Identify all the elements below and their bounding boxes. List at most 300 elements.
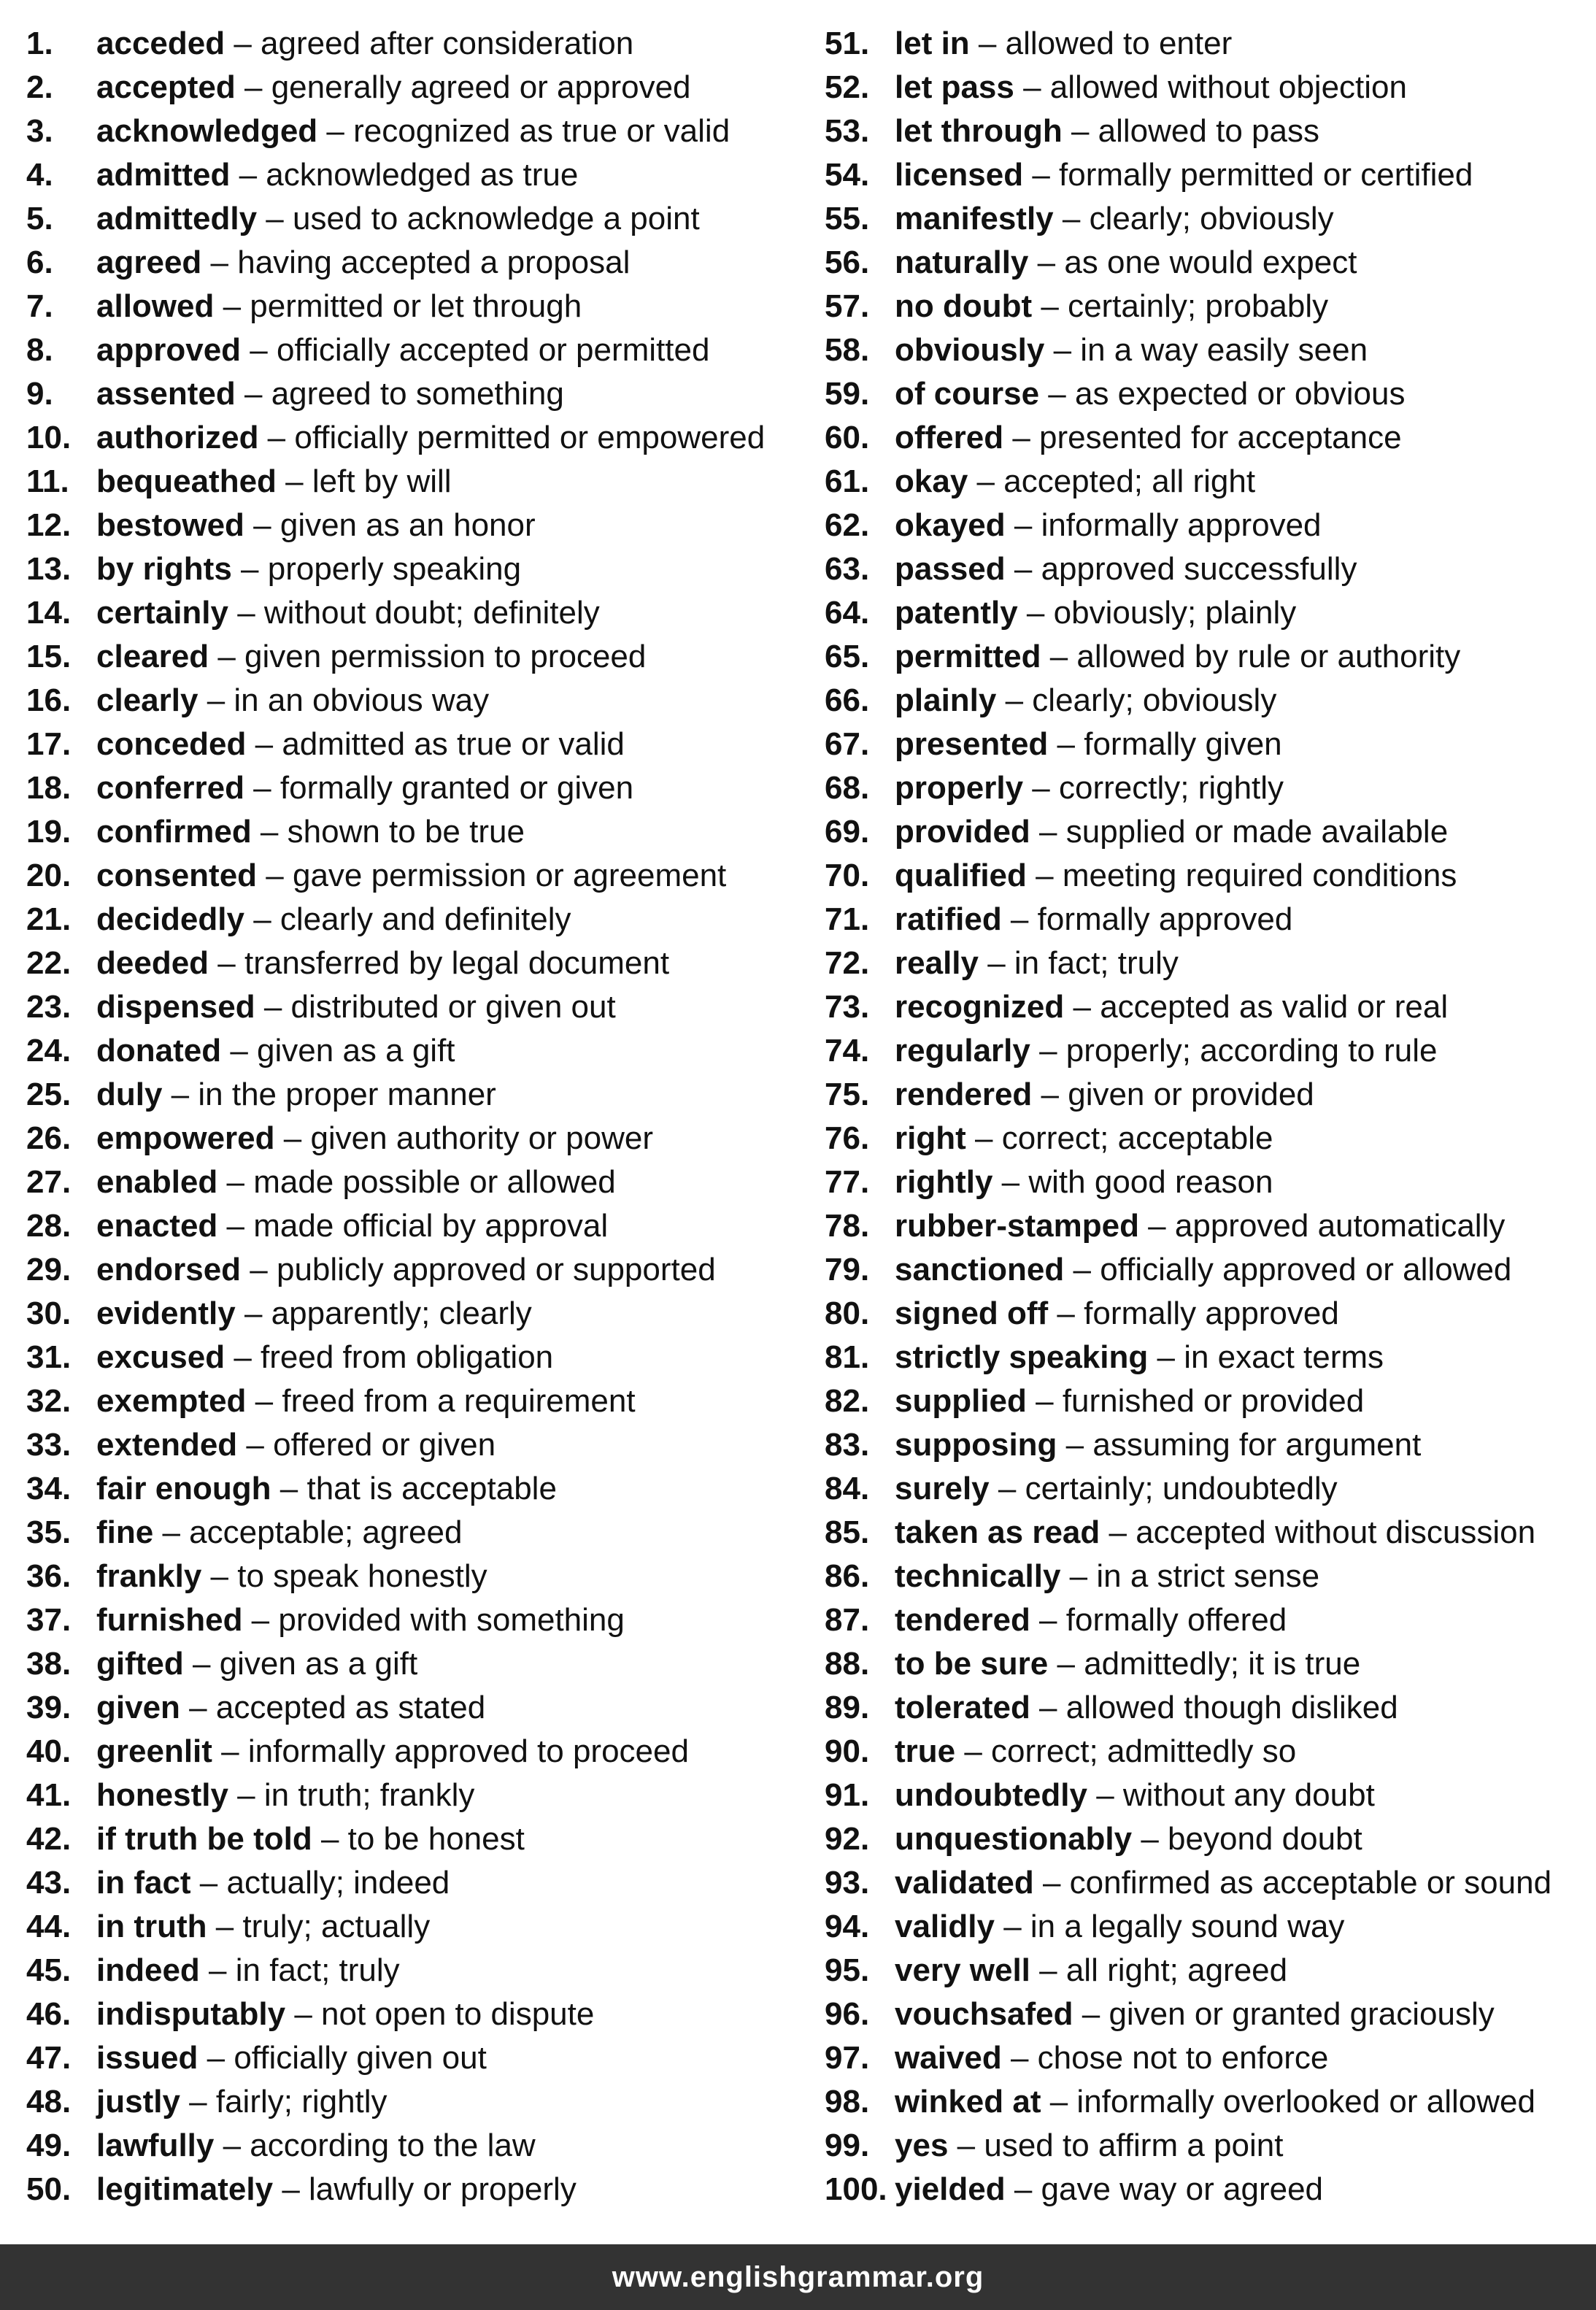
item-separator: – (162, 1077, 198, 1112)
item-definition: fairly; rightly (215, 2084, 388, 2120)
item-number: 19. (26, 814, 72, 850)
item-number: 57. (825, 288, 870, 324)
item-separator: – (969, 26, 1006, 61)
item-number: 48. (26, 2084, 72, 2120)
item-definition: confirmed as acceptable or sound (1069, 1865, 1552, 1901)
item-term: supplied (895, 1383, 1027, 1419)
item-separator: – (212, 1733, 248, 1769)
item-separator: – (1030, 1602, 1066, 1638)
item-number: 46. (26, 1996, 72, 2032)
list-item (26, 1423, 800, 1467)
item-separator: – (994, 1909, 1030, 1944)
item-term: admitted (96, 157, 231, 193)
list-item (26, 197, 800, 241)
item-term: donated (96, 1033, 222, 1069)
item-separator: – (968, 463, 1004, 499)
item-term: validated (895, 1865, 1034, 1901)
item-term: yes (895, 2128, 949, 2163)
item-term: unquestionably (895, 1821, 1133, 1857)
item-term: furnished (96, 1602, 243, 1638)
item-definition: used to acknowledge a point (292, 201, 700, 236)
item-term: yielded (895, 2171, 1006, 2207)
item-separator: – (1001, 901, 1038, 937)
item-separator: – (230, 157, 266, 193)
item-term: extended (96, 1427, 238, 1463)
item-definition: officially given out (234, 2040, 487, 2076)
item-separator: – (199, 1952, 236, 1988)
item-number: 52. (825, 69, 870, 105)
list-item (26, 1905, 800, 1949)
item-separator: – (244, 901, 280, 937)
item-number: 85. (825, 1514, 870, 1550)
item-separator: – (1041, 2084, 1077, 2120)
item-definition: accepted; all right (1003, 463, 1256, 499)
item-number: 92. (825, 1821, 870, 1857)
item-separator: – (1148, 1339, 1184, 1375)
item-number: 6. (26, 245, 53, 280)
item-term: duly (96, 1077, 163, 1112)
item-number: 4. (26, 157, 53, 193)
item-definition: accepted without discussion (1136, 1514, 1536, 1550)
item-definition: certainly; undoubtedly (1025, 1471, 1338, 1506)
item-definition: officially accepted or permitted (276, 332, 710, 368)
item-number: 82. (825, 1383, 870, 1419)
item-definition: given as a gift (219, 1646, 418, 1682)
item-term: indisputably (96, 1996, 286, 2032)
item-number: 43. (26, 1865, 72, 1901)
list-item (26, 2168, 800, 2211)
item-number: 39. (26, 1690, 72, 1725)
item-separator: – (258, 420, 295, 455)
item-number: 44. (26, 1909, 72, 1944)
item-term: presented (895, 726, 1049, 762)
item-separator: – (1044, 332, 1081, 368)
item-separator: – (989, 1471, 1025, 1506)
item-separator: – (190, 1865, 227, 1901)
item-term: winked at (895, 2084, 1041, 2120)
item-definition: to be honest (347, 1821, 525, 1857)
item-separator: – (1005, 551, 1041, 587)
item-term: offered (895, 420, 1004, 455)
item-term: very well (895, 1952, 1030, 1988)
list-item (26, 547, 800, 591)
list-item (825, 1160, 1596, 1204)
list-item (825, 1598, 1596, 1642)
item-separator: – (1033, 1865, 1070, 1901)
list-item (26, 1511, 800, 1555)
list-item (825, 942, 1596, 985)
list-item (26, 1774, 800, 1817)
list-item (825, 766, 1596, 810)
item-number: 94. (825, 1909, 870, 1944)
item-definition: as one would expect (1064, 245, 1357, 280)
item-term: indeed (96, 1952, 200, 1988)
item-number: 35. (26, 1514, 72, 1550)
item-separator: – (231, 551, 268, 587)
item-number: 62. (825, 507, 870, 543)
item-term: really (895, 945, 979, 981)
item-term: surely (895, 1471, 990, 1506)
item-term: endorsed (96, 1252, 242, 1287)
list-item (825, 22, 1596, 66)
item-definition: chose not to enforce (1037, 2040, 1329, 2076)
item-definition: publicly approved or supported (276, 1252, 716, 1287)
item-number: 42. (26, 1821, 72, 1857)
list-item (26, 153, 800, 197)
item-term: true (895, 1733, 956, 1769)
list-item (825, 2168, 1596, 2211)
item-term: fair enough (96, 1471, 271, 1506)
item-term: tolerated (895, 1690, 1030, 1725)
item-term: bequeathed (96, 463, 277, 499)
item-number: 31. (26, 1339, 72, 1375)
item-separator: – (201, 1558, 238, 1594)
item-separator: – (183, 1646, 220, 1682)
item-term: in truth (96, 1909, 207, 1944)
item-separator: – (153, 1514, 190, 1550)
item-separator: – (1057, 1427, 1093, 1463)
item-definition: in an obvious way (234, 682, 490, 718)
item-term: confirmed (96, 814, 252, 850)
list-item (26, 985, 800, 1029)
item-term: regularly (895, 1033, 1030, 1069)
item-definition: with good reason (1028, 1164, 1273, 1200)
item-term: rubber-stamped (895, 1208, 1139, 1244)
list-item (825, 591, 1596, 635)
item-term: legitimately (96, 2171, 274, 2207)
list-item (825, 1949, 1596, 1993)
item-definition: approved successfully (1041, 551, 1357, 587)
item-number: 77. (825, 1164, 870, 1200)
list-item (825, 1336, 1596, 1379)
item-definition: gave permission or agreement (292, 858, 727, 893)
item-separator: – (996, 682, 1033, 718)
item-separator: – (948, 2128, 984, 2163)
list-item (825, 1423, 1596, 1467)
item-definition: properly; according to rule (1065, 1033, 1438, 1069)
list-item (825, 2080, 1596, 2124)
item-number: 25. (26, 1077, 72, 1112)
item-separator: – (246, 726, 282, 762)
item-separator: – (235, 69, 271, 105)
item-number: 9. (26, 376, 53, 412)
item-term: taken as read (895, 1514, 1100, 1550)
item-definition: given as a gift (257, 1033, 455, 1069)
item-definition: informally overlooked or allowed (1076, 2084, 1535, 2120)
item-definition: made possible or allowed (253, 1164, 616, 1200)
list-item (825, 1642, 1596, 1686)
item-definition: formally granted or given (280, 770, 634, 806)
item-separator: – (1062, 113, 1098, 149)
list-item (825, 1817, 1596, 1861)
list-item (26, 810, 800, 854)
item-number: 98. (825, 2084, 870, 2120)
item-term: acceded (96, 26, 225, 61)
list-item (825, 197, 1596, 241)
item-term: okay (895, 463, 968, 499)
item-term: by rights (96, 551, 232, 587)
item-number: 33. (26, 1427, 72, 1463)
item-separator: – (244, 507, 280, 543)
word-list-column-left (26, 22, 800, 2211)
item-separator: – (255, 989, 291, 1025)
item-definition: freed from obligation (261, 1339, 554, 1375)
item-definition: in a strict sense (1096, 1558, 1320, 1594)
item-definition: clearly and definitely (280, 901, 571, 937)
item-number: 100. (825, 2171, 887, 2207)
item-definition: not open to dispute (321, 1996, 595, 2032)
item-number: 87. (825, 1602, 870, 1638)
item-definition: given permission to proceed (244, 639, 647, 674)
item-number: 53. (825, 113, 870, 149)
item-definition: meeting required conditions (1062, 858, 1457, 893)
item-number: 1. (26, 26, 53, 61)
item-term: agreed (96, 245, 202, 280)
item-term: fine (96, 1514, 154, 1550)
item-term: justly (96, 2084, 180, 2120)
list-item (26, 460, 800, 504)
item-term: bestowed (96, 507, 244, 543)
item-term: okayed (895, 507, 1006, 543)
item-number: 80. (825, 1295, 870, 1331)
item-number: 10. (26, 420, 72, 455)
item-definition: formally approved (1084, 1295, 1339, 1331)
list-item (825, 153, 1596, 197)
item-separator: – (1017, 595, 1054, 631)
list-item (26, 1730, 800, 1774)
item-term: validly (895, 1909, 995, 1944)
item-number: 22. (26, 945, 72, 981)
item-definition: correctly; rightly (1058, 770, 1284, 806)
list-item (825, 416, 1596, 460)
item-term: to be sure (895, 1646, 1049, 1682)
list-item (825, 66, 1596, 109)
item-separator: – (1023, 157, 1060, 193)
item-definition: acknowledged as true (266, 157, 579, 193)
item-definition: correct; admittedly so (991, 1733, 1297, 1769)
item-term: of course (895, 376, 1040, 412)
item-term: provided (895, 814, 1030, 850)
item-separator: – (1030, 814, 1066, 850)
word-list-column-right (825, 22, 1596, 2211)
item-number: 97. (825, 2040, 870, 2076)
item-definition: formally permitted or certified (1059, 157, 1473, 193)
item-term: evidently (96, 1295, 236, 1331)
footer-bar (0, 2244, 1596, 2310)
item-term: naturally (895, 245, 1029, 280)
item-number: 90. (825, 1733, 870, 1769)
item-term: approved (96, 332, 242, 368)
item-separator: – (317, 113, 354, 149)
list-item (825, 328, 1596, 372)
item-term: assented (96, 376, 236, 412)
item-separator: – (198, 2040, 234, 2076)
item-number: 79. (825, 1252, 870, 1287)
item-term: qualified (895, 858, 1027, 893)
list-item (825, 635, 1596, 679)
list-item (825, 109, 1596, 153)
item-definition: formally approved (1037, 901, 1293, 937)
item-separator: – (1001, 2040, 1038, 2076)
list-item (26, 2080, 800, 2124)
item-number: 54. (825, 157, 870, 193)
item-separator: – (1073, 1996, 1109, 2032)
item-definition: transferred by legal document (244, 945, 670, 981)
item-definition: left by will (312, 463, 452, 499)
item-definition: in truth; frankly (263, 1777, 475, 1813)
item-number: 29. (26, 1252, 72, 1287)
item-separator: – (207, 1909, 243, 1944)
item-term: signed off (895, 1295, 1049, 1331)
item-separator: – (1030, 1690, 1066, 1725)
list-item (26, 1160, 800, 1204)
item-term: supposing (895, 1427, 1057, 1463)
item-definition: without doubt; definitely (263, 595, 600, 631)
list-item (825, 460, 1596, 504)
list-item (825, 1204, 1596, 1248)
item-number: 51. (825, 26, 870, 61)
item-number: 89. (825, 1690, 870, 1725)
item-term: conferred (96, 770, 244, 806)
item-term: consented (96, 858, 258, 893)
list-item (825, 898, 1596, 942)
list-item (26, 328, 800, 372)
list-item (825, 1730, 1596, 1774)
list-item (825, 285, 1596, 328)
item-term: certainly (96, 595, 228, 631)
item-definition: allowed to pass (1098, 113, 1319, 149)
item-separator: – (241, 1252, 277, 1287)
item-definition: properly speaking (267, 551, 522, 587)
item-number: 69. (825, 814, 870, 850)
item-definition: supplied or made available (1065, 814, 1449, 850)
item-number: 88. (825, 1646, 870, 1682)
list-item (26, 1117, 800, 1160)
item-term: conceded (96, 726, 247, 762)
item-separator: – (201, 245, 238, 280)
list-item (825, 1686, 1596, 1730)
item-term: greenlit (96, 1733, 212, 1769)
list-item (26, 372, 800, 416)
item-definition: accepted as stated (215, 1690, 486, 1725)
item-definition: offered or given (273, 1427, 496, 1463)
item-definition: assuming for argument (1092, 1427, 1422, 1463)
item-number: 84. (825, 1471, 870, 1506)
item-separator: – (1028, 245, 1065, 280)
item-number: 12. (26, 507, 72, 543)
list-item (825, 723, 1596, 766)
list-item (26, 1642, 800, 1686)
item-term: properly (895, 770, 1024, 806)
item-definition: formally given (1084, 726, 1282, 762)
item-number: 5. (26, 201, 53, 236)
item-separator: – (1026, 1383, 1063, 1419)
item-definition: officially approved or allowed (1100, 1252, 1512, 1287)
item-term: cleared (96, 639, 209, 674)
item-separator: – (217, 1208, 254, 1244)
list-item (26, 942, 800, 985)
item-number: 59. (825, 376, 870, 412)
list-item (825, 2036, 1596, 2080)
item-separator: – (1032, 288, 1068, 324)
item-number: 49. (26, 2128, 72, 2163)
item-term: permitted (895, 639, 1041, 674)
item-term: vouchsafed (895, 1996, 1073, 2032)
item-number: 91. (825, 1777, 870, 1813)
item-separator: – (221, 1033, 258, 1069)
item-separator: – (241, 332, 277, 368)
item-definition: as expected or obvious (1074, 376, 1406, 412)
list-item (26, 2124, 800, 2168)
item-term: licensed (895, 157, 1024, 193)
list-item (26, 1555, 800, 1598)
item-definition: beyond doubt (1168, 1821, 1362, 1857)
item-number: 41. (26, 1777, 72, 1813)
item-definition: freed from a requirement (282, 1383, 636, 1419)
list-item (26, 1336, 800, 1379)
item-definition: used to affirm a point (984, 2128, 1284, 2163)
item-number: 65. (825, 639, 870, 674)
item-term: enacted (96, 1208, 218, 1244)
item-term: undoubtedly (895, 1777, 1087, 1813)
item-number: 86. (825, 1558, 870, 1594)
item-number: 23. (26, 989, 72, 1025)
item-term: patently (895, 595, 1018, 631)
item-separator: – (312, 1821, 348, 1857)
item-number: 67. (825, 726, 870, 762)
list-item (26, 1598, 800, 1642)
item-term: enabled (96, 1164, 218, 1200)
item-number: 71. (825, 901, 870, 937)
item-term: in fact (96, 1865, 191, 1901)
item-number: 96. (825, 1996, 870, 2032)
item-definition: distributed or given out (290, 989, 616, 1025)
item-separator: – (1048, 1295, 1084, 1331)
list-item (26, 898, 800, 942)
list-item (825, 1073, 1596, 1117)
item-separator: – (271, 1471, 307, 1506)
list-item (825, 504, 1596, 547)
item-number: 55. (825, 201, 870, 236)
item-number: 64. (825, 595, 870, 631)
item-definition: given or granted graciously (1109, 1996, 1495, 2032)
list-item (26, 1248, 800, 1292)
list-item (825, 1292, 1596, 1336)
item-number: 13. (26, 551, 72, 587)
footer-url: www.englishgrammar.org (612, 2261, 984, 2293)
item-definition: permitted or let through (250, 288, 582, 324)
item-number: 58. (825, 332, 870, 368)
list-item (825, 1248, 1596, 1292)
item-separator: – (1014, 69, 1050, 105)
item-separator: – (1138, 1208, 1175, 1244)
item-number: 17. (26, 726, 72, 762)
item-definition: generally agreed or approved (271, 69, 691, 105)
item-definition: in fact; truly (235, 1952, 400, 1988)
item-term: rendered (895, 1077, 1033, 1112)
list-item (825, 1511, 1596, 1555)
list-item (26, 766, 800, 810)
item-number: 50. (26, 2171, 72, 2207)
list-item (825, 372, 1596, 416)
item-separator: – (209, 639, 245, 674)
item-separator: – (992, 1164, 1029, 1200)
item-definition: shown to be true (287, 814, 525, 850)
item-definition: made official by approval (253, 1208, 609, 1244)
item-definition: certainly; probably (1068, 288, 1329, 324)
item-definition: apparently; clearly (271, 1295, 532, 1331)
item-term: strictly speaking (895, 1339, 1149, 1375)
